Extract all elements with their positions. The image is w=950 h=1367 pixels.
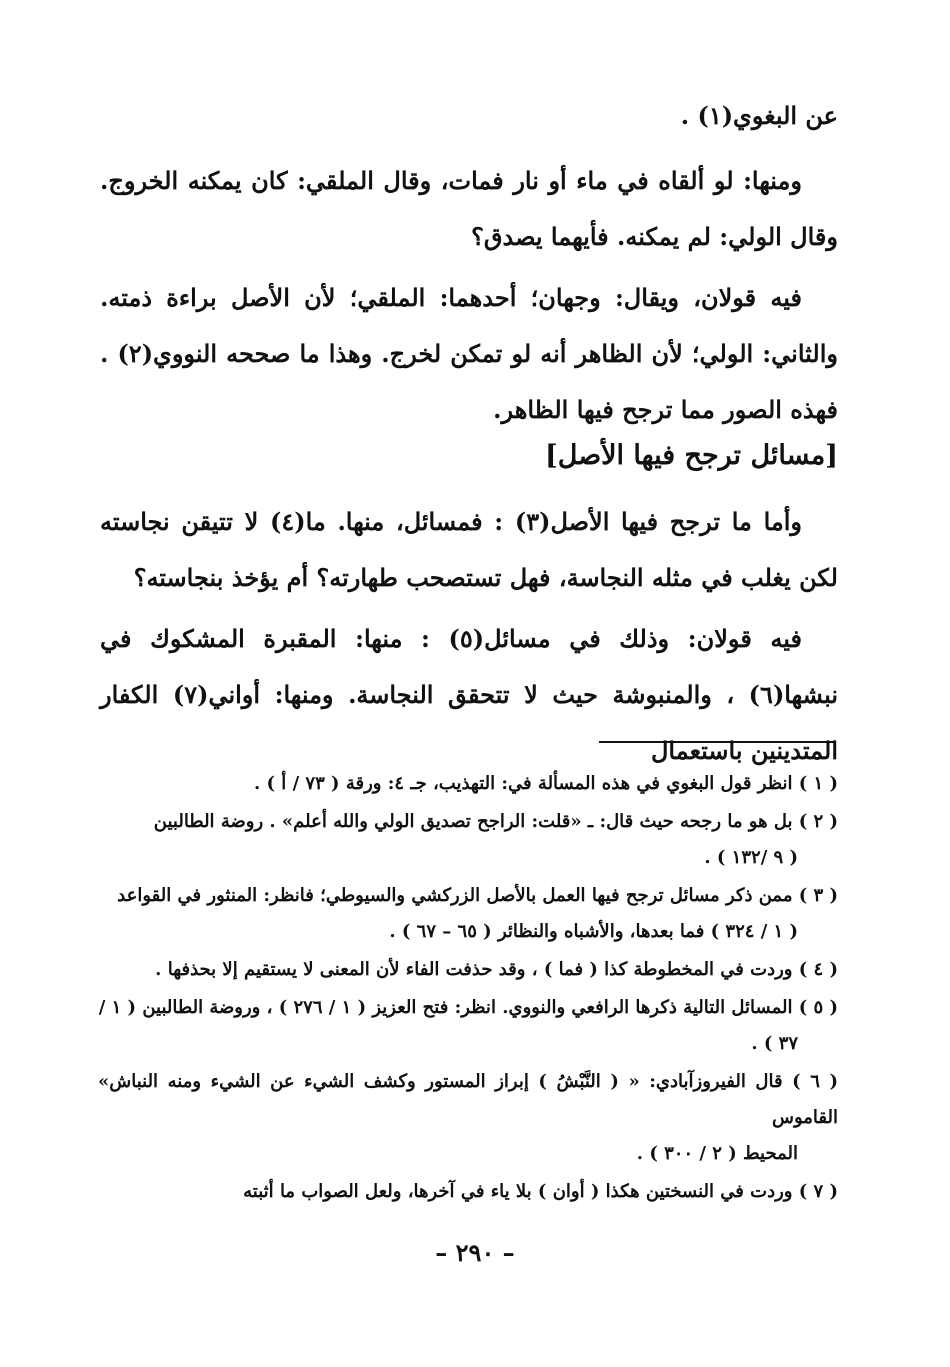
footnote-line: ( ٢ ) بل هو ما رجحه حيث قال: ـ «قلت: الراجح تصديق الولي والله أعلم» . روضة الطالبين: [153, 811, 838, 832]
footnote-1: [98, 766, 838, 802]
page-number: – ٢٩٠ –: [435, 1238, 515, 1267]
paragraph-2: فيه قولان، ويقال: وجهان؛ أحدهما: الملقي؛ لأن الأصل براءة ذمته. والثاني: الولي؛ لأن الظاهر أنه لو تمكن لخرج. وهذا ما صححه النووي(٢) . فهذه الصور مما ترجح فيها الظاهر.: [100, 283, 838, 424]
footnote-line: ( ٥ ) المسائل التالية ذكرها الرافعي والنووي. انظر: فتح العزيز ( ١ / ٢٧٦ ) ، وروضة الطالبين ( ١ /: [98, 997, 838, 1018]
footnote-line: ٣٧ ) .: [751, 1033, 798, 1054]
footnote-line: المحيط ( ٢ / ٣٠٠ ) .: [636, 1143, 798, 1164]
footnote-5: [98, 990, 838, 1062]
footnote-4: [98, 952, 838, 988]
paragraph-4: فيه قولان: وذلك في مسائل(٥) : منها: المقبرة المشكوك في نبشها(٦) ، والمنبوشة حيث لا تتحقق النجاسة. ومنها: أواني(٧) الكفار المتدينين باستعمال: [100, 624, 838, 765]
footnote-separator: [599, 741, 835, 743]
footnote-line: ( ٩ /١٣٢ ) .: [704, 847, 798, 868]
footnote-line: ( ١ ) انظر قول البغوي في هذه المسألة في: التهذيب، جـ ٤: ورقة ( ٧٣ / أ ) .: [253, 773, 838, 794]
paragraph-3: وأما ما ترجح فيها الأصل(٣) : فمسائل، منها. ما(٤) لا تتيقن نجاسته لكن يغلب في مثله النجاسة، فهل تستصحب طهارته؟ أم يؤخذ بنجاسته؟: [100, 507, 838, 592]
section-heading: [مسائل ترجح فيها الأصل]: [544, 440, 838, 471]
footnote-line: ( ٤ ) وردت في المخطوطة كذا ( فما ) ، وقد حذفت الفاء لأن المعنى لا يستقيم إلا بحذفها .: [155, 959, 838, 980]
footnote-2: [98, 804, 838, 876]
footnote-line: ( ٧ ) وردت في النسختين هكذا ( أوان ) بلا ياء في آخرها، ولعل الصواب ما أثبته: [243, 1181, 838, 1202]
footnote-3: [98, 878, 838, 950]
footnotes: [98, 766, 838, 1212]
paragraph-1: ومنها: لو ألقاه في ماء أو نار فمات، وقال الملقي: كان يمكنه الخروج. وقال الولي: لم يمكنه. فأيهما يصدق؟: [100, 166, 838, 251]
footnote-line: ( ٣ ) ممن ذكر مسائل ترجح فيها العمل بالأصل الزركشي والسيوطي؛ فانظر: المنثور في القواعد: [117, 885, 838, 906]
footnote-7: [98, 1174, 838, 1210]
footnote-6: [98, 1064, 838, 1172]
footnote-line: ( ١ / ٣٢٤ ) فما بعدها، والأشباه والنظائر ( ٦٥ – ٦٧ ) .: [389, 921, 798, 942]
opening-line: عن البغوي(١) .: [680, 101, 838, 130]
footnote-line: ( ٦ ) قال الفيروزآبادي: « ( النَّبْشُ ) إبراز المستور وكشف الشيء عن الشيء ومنه النباش» القاموس: [98, 1071, 838, 1128]
